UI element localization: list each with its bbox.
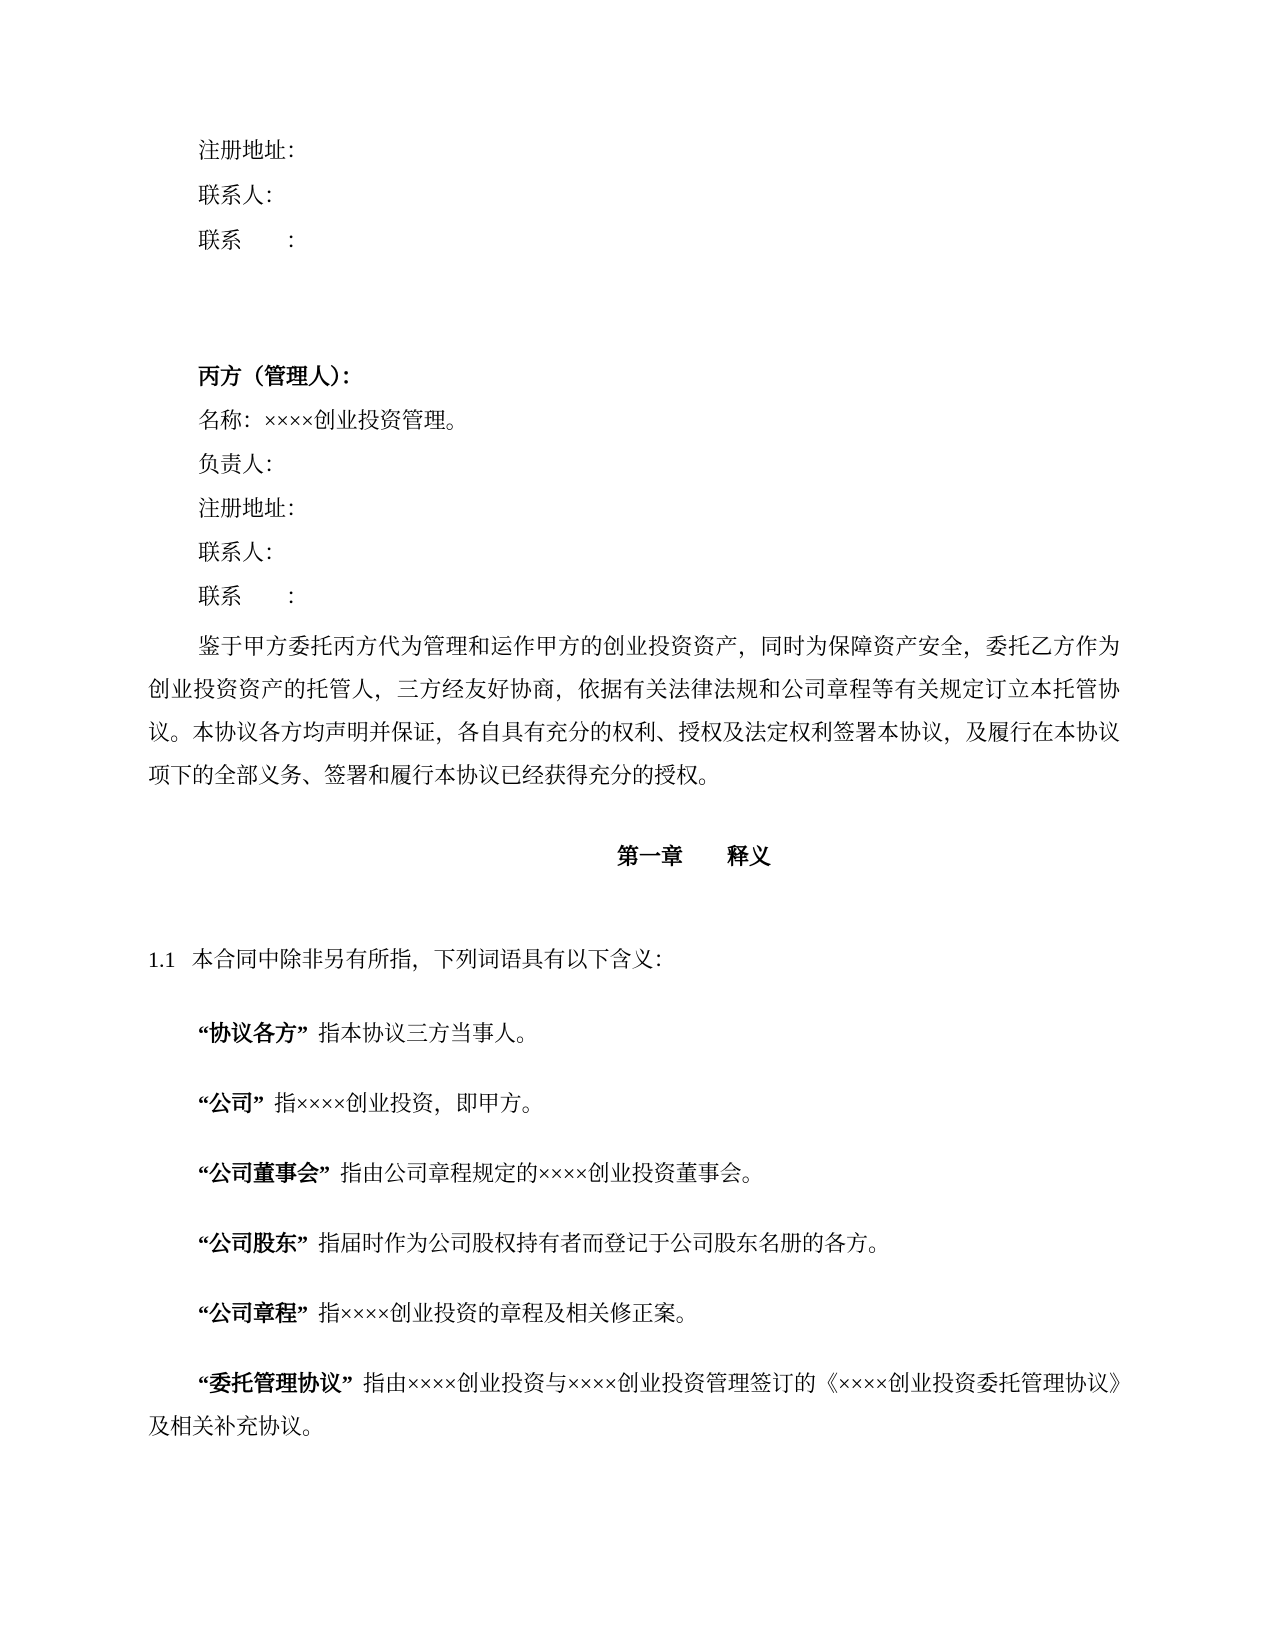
definition-text: 指由××××创业投资与××××创业投资管理签订的《××××创业投资委托管理协议》及相关补充协议。 xyxy=(148,1371,1120,1439)
definition-item xyxy=(148,1222,1120,1265)
field-registered-address: 注册地址： xyxy=(198,138,309,163)
definition-text: 指由公司章程规定的××××创业投资董事会。 xyxy=(340,1161,764,1186)
definition-text: 指本协议三方当事人。 xyxy=(318,1021,539,1046)
party-c-heading: 丙方（管理人）： xyxy=(198,364,364,389)
definition-item xyxy=(148,1152,1120,1195)
definition-term: “委托管理协议” xyxy=(198,1371,353,1396)
recital-paragraph: 鉴于甲方委托丙方代为管理和运作甲方的创业投资资产，同时为保障资产安全，委托乙方作为创业投资资产的托管人，三方经友好协商，依据有关法律法规和公司章程等有关规定订立本托管协议。本协议各方均声明并保证，各自具有充分的权利、授权及法定权利签署本协议，及履行在本协议项下的全部义务、签署和履行本协议已经获得充分的授权。 xyxy=(148,634,1120,788)
field-name: 名称：××××创业投资管理。 xyxy=(198,408,468,433)
definition-text: 指××××创业投资的章程及相关修正案。 xyxy=(318,1301,698,1326)
field-registered-address: 注册地址： xyxy=(198,496,309,521)
field-contact-person: 联系人： xyxy=(198,540,287,565)
field-contact-blank: 联系 ： xyxy=(198,228,309,253)
chapter-heading xyxy=(148,835,1120,879)
definition-item xyxy=(148,1292,1120,1335)
definition-term: “公司章程” xyxy=(198,1301,309,1326)
clause-1-1 xyxy=(148,938,1120,981)
definition-text: 指××××创业投资，即甲方。 xyxy=(274,1091,544,1116)
field-contact-person: 联系人： xyxy=(198,183,287,208)
definition-item xyxy=(148,1082,1120,1125)
chapter-title: 释义 xyxy=(727,844,772,869)
definition-item xyxy=(148,1012,1120,1055)
clause-text: 本合同中除非另有所指，下列词语具有以下含义： xyxy=(191,947,676,972)
clause-number: 1.1 xyxy=(148,947,176,972)
chapter-number: 第一章 xyxy=(616,844,683,869)
field-person-in-charge: 负责人： xyxy=(198,452,287,477)
party-b-contact-fields xyxy=(148,128,1120,263)
definition-term: “协议各方” xyxy=(198,1021,309,1046)
definitions-list xyxy=(148,1012,1120,1448)
definition-term: “公司股东” xyxy=(198,1231,309,1256)
definition-term: “公司” xyxy=(198,1091,265,1116)
party-c-contact-fields xyxy=(148,399,1120,619)
definition-text: 指届时作为公司股权持有者而登记于公司股东名册的各方。 xyxy=(318,1231,891,1256)
field-contact-blank: 联系 ： xyxy=(198,584,309,609)
definition-term: “公司董事会” xyxy=(198,1161,331,1186)
definition-item xyxy=(148,1362,1120,1448)
